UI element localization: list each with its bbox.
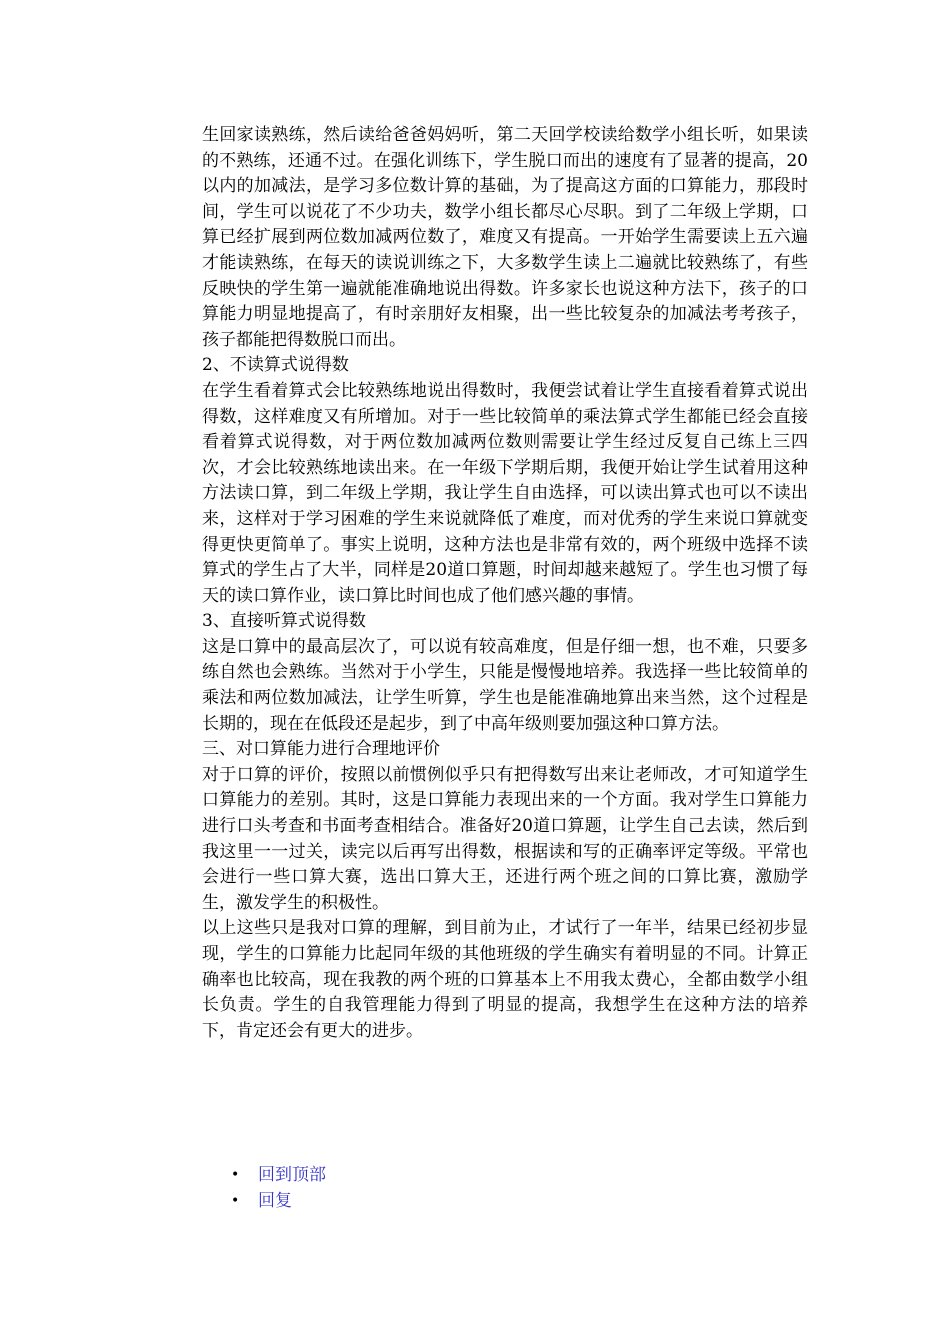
- footer-links: [231, 1163, 326, 1214]
- back-to-top-link[interactable]: 回到顶部: [258, 1165, 326, 1185]
- paragraph-listen-and-answer: 这是口算中的最高层次了，可以说有较高难度，但是仔细一想，也不难，只要多练自然也会熟练。当然对于小学生，只能是慢慢地培养。我选择一些比较简单的乘法和两位数加减法，让学生听算，学生也是能准确地算出来当然，这个过程是长期的，现在在低段还是起步，到了中高年级则要加强这种口算方法。: [202, 636, 808, 734]
- section-heading-evaluation: 三、对口算能力进行合理地评价: [202, 739, 440, 760]
- bullet-icon: •: [231, 1192, 240, 1209]
- paragraph-read-without-equation: 在学生看着算式会比较熟练地说出得数时，我便尝试着让学生直接看着算式说出得数，这样难度又有所增加。对于一些比较简单的乘法算式学生都能已经会直接看着算式说得数，对于两位数加减两位数则需要让学生经过反复自己练上三四次，才会比较熟练地读出来。在一年级下学期后期，我便开始让学生试着用这种方法读口算，到二年级上学期，我让学生自由选择，可以读出算式也可以不读出来，这样对于学习困难的学生来说就降低了难度，而对优秀的学生来说口算就变得更快更简单了。事实上说明，这种方法也是非常有效的，两个班级中选择不读算式的学生占了大半，同样是20道口算题，时间却越来越短了。学生也习惯了每天的读口算作业，读口算比时间也成了他们感兴趣的事情。: [202, 380, 808, 606]
- subheading-read-without-equation: 2、不读算式说得数: [202, 355, 349, 376]
- paragraph-evaluation: 对于口算的评价，按照以前惯例似乎只有把得数写出来让老师改，才可知道学生口算能力的差别。其时，这是口算能力表现出来的一个方面。我对学生口算能力进行口头考查和书面考查相结合。准备好20道口算题，让学生自己去读，然后到我这里一一过关，读完以后再写出得数，根据读和写的正确率评定等级。平常也会进行一些口算大赛，选出口算大王，还进行两个班之间的口算比赛，激励学生，激发学生的积极性。: [202, 764, 808, 913]
- subheading-listen-and-answer: 3、直接听算式说得数: [202, 611, 366, 632]
- paragraph-conclusion: 以上这些只是我对口算的理解，到目前为止，才试行了一年半，结果已经初步显现，学生的口算能力比起同年级的其他班级的学生确实有着明显的不同。计算正确率也比较高，现在我教的两个班的口算基本上不用我太费心，全都由数学小组长负责。学生的自我管理能力得到了明显的提高，我想学生在这种方法的培养下，肯定还会有更大的进步。: [202, 918, 808, 1041]
- article-body: [202, 123, 808, 1044]
- reply-link[interactable]: 回复: [258, 1190, 292, 1211]
- list-item-back-to-top: [231, 1163, 326, 1189]
- bullet-icon: •: [231, 1167, 240, 1183]
- paragraph-reading-practice: 生回家读熟练，然后读给爸爸妈妈听，第二天回学校读给数学小组长听，如果读的不熟练，还通不过。在强化训练下，学生脱口而出的速度有了显著的提高，20以内的加减法，是学习多位数计算的基础，为了提高这方面的口算能力，那段时间，学生可以说花了不少功夫，数学小组长都尽心尽职。到了二年级上学期，口算已经扩展到两位数加减两位数了，难度又有提高。一开始学生需要读上五六遍才能读熟练，在每天的读说训练之下，大多数学生读上二遍就比较熟练了，有些反映快的学生第一遍就能准确地说出得数。许多家长也说这种方法下，孩子的口算能力明显地提高了，有时亲朋好友相聚，出一些比较复杂的加减法考考孩子，孩子都能把得数脱口而出。: [202, 125, 808, 350]
- list-item-reply: [231, 1189, 326, 1215]
